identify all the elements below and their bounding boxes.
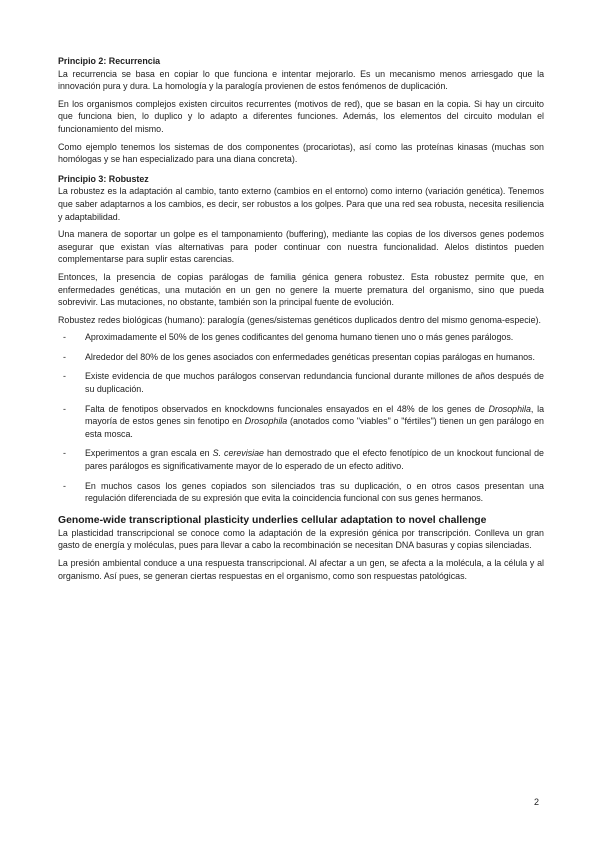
species-name-s-cerevisiae: S. cerevisiae (212, 448, 264, 459)
bullet-text-part: Experimentos a gran escala en (85, 448, 213, 459)
list-item (58, 351, 544, 364)
list-item (58, 370, 544, 395)
principio-2-paragraph-2: En los organismos complejos existen circuitos recurrentes (motivos de red), que se basan en la copia. Si hay un circuito que funciona bien, lo duplico y lo adapto a diferentes funciones. Además, los elementos del circuito modulan el funcionamiento del mismo. (58, 98, 544, 134)
bullet-text: En muchos casos los genes copiados son silenciados tras su duplicación, o en otros casos presentan una regulación diferenciada de su expresión que evita la coincidencia funcional con sus genes hermanos. (85, 480, 544, 504)
bullet-text (85, 448, 544, 471)
bullet-text: Existe evidencia de que muchos parálogos conservan redundancia funcional durante millones de años después de su duplicación. (85, 371, 544, 395)
principio-3-paragraph-1: La robustez es la adaptación al cambio, tanto externo (cambios en el entorno) como interno (variación genética). Tenemos que saber adaptarnos a los cambios, es decir, ser robustos a los golpes. Para que una red sea robusta, necesita resiliencia y adaptabilidad. (58, 186, 544, 222)
bullet-dash: - (63, 332, 66, 343)
principio-2-heading: Principio 2: Recurrencia (58, 56, 161, 66)
bullet-dash: - (63, 403, 66, 414)
bullet-text: Alrededor del 80% de los genes asociados con enfermedades genéticas presentan copias parálogas en humanos. (85, 351, 535, 362)
list-item (58, 480, 544, 505)
page-number: 2 (534, 797, 540, 807)
bullet-text (85, 404, 544, 439)
bullet-dash: - (63, 371, 66, 382)
principio-2-paragraph-1: La recurrencia se basa en copiar lo que funciona e intentar mejorarlo. Es un mecanismo menos arriesgado que la innovación pura y dura. La homología y la paralogía provienen de estos fenómenos de duplicación. (58, 68, 544, 92)
species-name-drosophila: Drosophila (244, 416, 288, 427)
genome-paragraph-2: La presión ambiental conduce a una respuesta transcripcional. Al afectar a un gen, se afecta a la molécula, a la célula y al organismo. Así pues, se generan ciertas respuestas en el organismo, como son respuestas patológicas. (58, 558, 544, 581)
principio-3-paragraph-4: Robustez redes biológicas (humano): paralogía (genes/sistemas genéticos duplicados dentro del mismo genoma-especie). (58, 314, 541, 325)
principio-2-paragraph-3: Como ejemplo tenemos los sistemas de dos componentes (procariotas), así como las proteínas kinasas (muchas son homólogas y se han especializado para una diana concreta). (58, 141, 544, 165)
species-name-drosophila: Drosophila (488, 403, 531, 414)
bullet-text-part: (anotados como "viables" o "fértiles") tienen un gen parálogo en esta mosca. (85, 416, 544, 439)
bullet-dash: - (63, 480, 66, 491)
document-page (58, 55, 544, 582)
bullet-dash: - (63, 448, 66, 459)
bullet-text-part: , la mayoría de estos genes sin fenotipo en (85, 403, 545, 427)
paralogy-bullet-list (58, 331, 544, 505)
list-item (58, 403, 544, 441)
bullet-text-part: han demostrado que el efecto fenotípico de un knockout funcional de pares parálogos es significativamente mayor de lo esperado de un efecto aditivo. (85, 448, 544, 472)
genome-paragraph-1: La plasticidad transcripcional se conoce como la adaptación de la expresión génica por transcripción. Conlleva un gran gasto de energía y moléculas, pues para llevar a cabo la recombinación se necesitan DNA basuras y copias silenciadas. (58, 527, 544, 551)
genome-section-heading: Genome-wide transcriptional plasticity underlies cellular adaptation to novel challenge (58, 514, 487, 526)
principio-3-paragraph-3: Entonces, la presencia de copias parálogas de familia génica genera robustez. Esta robustez permite que, en enfermedades genéticas, una mutación en un gen no genere la muerte prematura del organismo, sino que pueda sobrevivir. Las mutaciones, no obstante, también son la principal fuente de evolución. (58, 271, 544, 308)
list-item (58, 331, 544, 344)
list-item (58, 447, 544, 472)
bullet-text-part: Falta de fenotipos observados en knockdowns funcionales ensayados en el 48% de los genes de (85, 403, 489, 414)
bullet-dash: - (63, 351, 66, 362)
principio-3-paragraph-2: Una manera de soportar un golpe es el tamponamiento (buffering), mediante las copias de los diversos genes podemos asegurar que existan vías alternativas para poder continuar con nuestra funcionalidad. Alelos distintos pueden complementarse para suplir estas carencias. (58, 229, 544, 265)
principio-3-heading: Principio 3: Robustez (58, 173, 149, 184)
bullet-text: Aproximadamente el 50% de los genes codificantes del genoma humano tienen uno o más genes parálogos. (85, 332, 514, 343)
